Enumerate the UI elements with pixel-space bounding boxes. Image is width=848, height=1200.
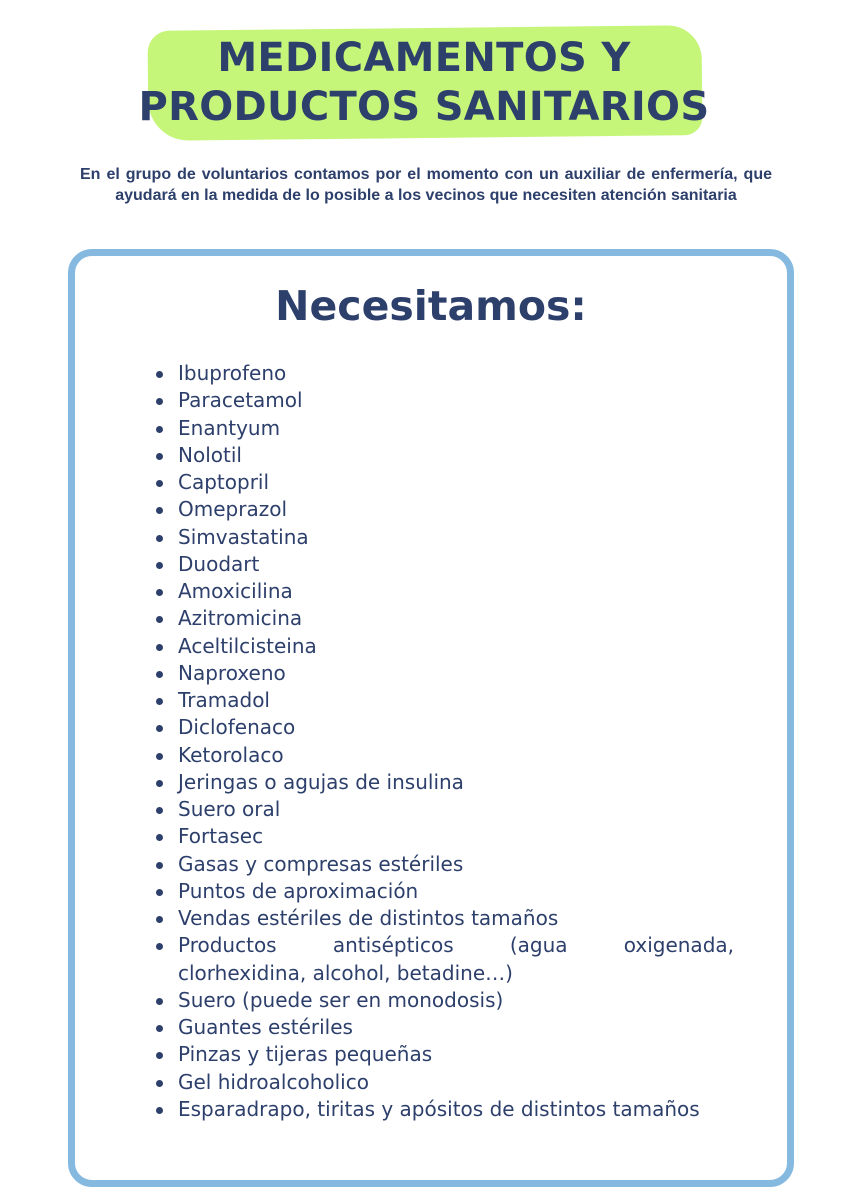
list-item-label: Esparadrapo, tiritas y apósitos de distintos tamaños: [178, 1096, 700, 1121]
bullet-icon: [156, 780, 163, 787]
list-item: [154, 878, 734, 905]
bullet-icon: [156, 426, 163, 433]
list-item: [154, 387, 734, 414]
list-item-label: Amoxicilina: [178, 579, 293, 603]
bullet-icon: [156, 834, 163, 841]
bullet-icon: [156, 562, 163, 569]
list-item-label: Suero (puede ser en monodosis): [178, 987, 504, 1012]
list-item-label: Aceltilcisteina: [178, 633, 317, 658]
list-item: [154, 687, 734, 714]
list-item: [154, 442, 734, 469]
list-item-label: Gel hidroalcoholico: [178, 1069, 369, 1094]
bullet-icon: [156, 1080, 163, 1087]
title-line-2: PRODUCTOS SANITARIOS: [138, 84, 710, 130]
bullet-icon: [156, 507, 163, 514]
list-item: [154, 742, 734, 769]
page-title: [0, 34, 848, 132]
title-line-1: MEDICAMENTOS Y: [217, 35, 631, 81]
list-item: [154, 796, 734, 823]
bullet-icon: [156, 698, 163, 705]
list-item-label: Pinzas y tijeras pequeñas: [178, 1042, 433, 1067]
list-item-label: clorhexidina, alcohol, betadine…): [178, 960, 513, 985]
list-item-label: Enantyum: [178, 415, 281, 440]
list-item: [154, 551, 734, 578]
list-item-label: Diclofenaco: [178, 715, 296, 740]
bullet-icon: [156, 807, 163, 814]
bullet-icon: [156, 916, 163, 923]
list-item-label: Tramadol: [178, 688, 270, 712]
bullet-icon: [156, 1107, 163, 1114]
list-item-label: Guantes estériles: [178, 1015, 353, 1039]
list-item: [154, 660, 734, 687]
list-item: [154, 769, 734, 796]
bullet-icon: [156, 753, 163, 760]
list-item-label: Naproxeno: [178, 660, 286, 685]
list-item-label: Fortasec: [178, 824, 264, 849]
bullet-icon: [156, 943, 163, 950]
list-item-label: Productos antisépticos (agua oxigenada,: [178, 933, 734, 958]
list-item: [154, 932, 734, 959]
list-item: [154, 360, 734, 387]
list-item: [154, 496, 734, 523]
bullet-icon: [156, 398, 163, 405]
list-item-label: Gasas y compresas estériles: [178, 851, 464, 876]
list-item-label: Nolotil: [178, 442, 242, 467]
list-item-label: Captopril: [178, 470, 270, 494]
needs-heading: Necesitamos:: [275, 282, 587, 330]
list-item-label: Suero oral: [178, 797, 281, 821]
needs-box: [68, 249, 794, 1187]
bullet-icon: [156, 453, 163, 460]
bullet-icon: [156, 889, 163, 896]
list-item: [154, 823, 734, 850]
list-item-continuation: [154, 960, 734, 987]
list-item: [154, 851, 734, 878]
bullet-icon: [156, 480, 163, 487]
needs-list: [154, 360, 734, 1123]
list-item: [154, 633, 734, 660]
list-item-label: Ketorolaco: [178, 742, 284, 767]
list-item: [154, 1069, 734, 1096]
list-item-label: Omeprazol: [178, 497, 287, 522]
list-item: [154, 469, 734, 496]
list-item: [154, 415, 734, 442]
bullet-icon: [156, 998, 163, 1005]
bullet-icon: [156, 1052, 163, 1059]
list-item-label: Duodart: [178, 551, 260, 576]
bullet-icon: [156, 671, 163, 678]
list-item-label: Ibuprofeno: [178, 361, 287, 385]
bullet-icon: [156, 725, 163, 732]
bullet-icon: [156, 1025, 163, 1032]
list-item: [154, 1096, 734, 1123]
bullet-icon: [156, 644, 163, 651]
bullet-icon: [156, 371, 163, 378]
list-item: [154, 1041, 734, 1068]
bullet-icon: [156, 589, 163, 596]
list-item-label: Simvastatina: [178, 524, 309, 549]
list-item: [154, 578, 734, 605]
list-item: [154, 524, 734, 551]
list-item-label: Vendas estériles de distintos tamaños: [178, 906, 559, 930]
list-item-label: Jeringas o agujas de insulina: [178, 769, 464, 794]
list-item: [154, 987, 734, 1014]
list-item-label: Azitromicina: [178, 606, 303, 631]
bullet-icon: [156, 535, 163, 542]
list-item: [154, 1014, 734, 1041]
list-item: [154, 714, 734, 741]
list-item-label: Puntos de aproximación: [178, 878, 419, 903]
bullet-icon: [156, 862, 163, 869]
list-item: [154, 605, 734, 632]
intro-paragraph: En el grupo de voluntarios contamos por el momento con un auxiliar de enfermería, que ayudará en la medida de lo posible a los vecinos que necesiten atención sanitaria: [80, 166, 772, 204]
list-item: [154, 905, 734, 932]
list-item-label: Paracetamol: [178, 388, 303, 413]
bullet-icon: [156, 616, 163, 623]
